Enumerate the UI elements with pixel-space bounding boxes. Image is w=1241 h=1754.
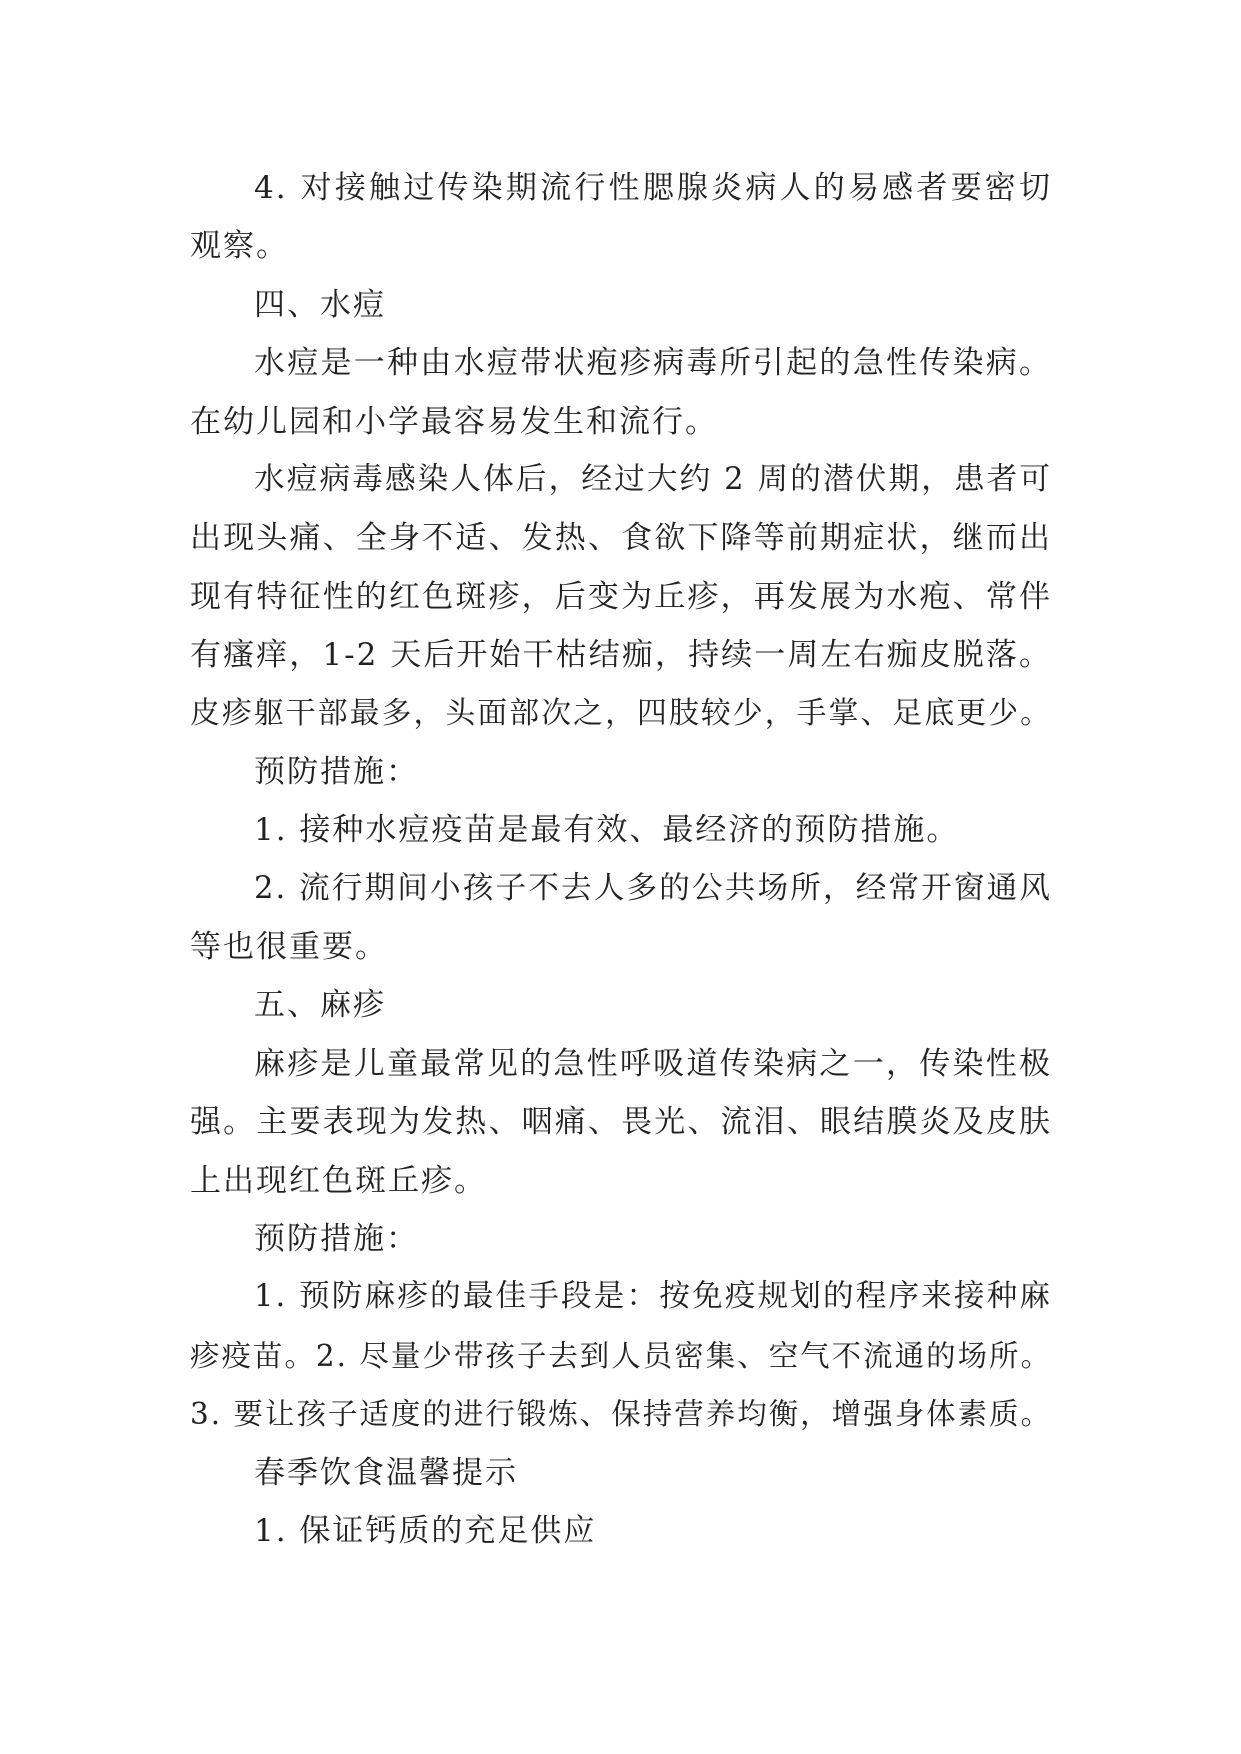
text-line: 四、水痘 (254, 286, 386, 323)
text-line: 预防措施： (254, 1221, 419, 1258)
text-line: 1. 保证钙质的充足供应 (254, 1512, 597, 1549)
text-line: 水痘是一种由水痘带状疱疹病毒所引起的急性传染病。 (254, 345, 1052, 382)
text-line: 1. 预防麻疹的最佳手段是：按免疫规划的程序来接种麻 (254, 1279, 1052, 1315)
text-line: 观察。 (190, 228, 289, 265)
text-line: 出现头痛、全身不适、发热、食欲下降等前期症状，继而出 (190, 520, 1052, 557)
text-line: 现有特征性的红色斑疹，后变为丘疹，再发展为水疱、常伴 (190, 578, 1052, 615)
text-line: 在幼儿园和小学最容易发生和流行。 (190, 403, 718, 440)
text-line: 春季饮食温馨提示 (254, 1454, 518, 1491)
text-line: 有瘙痒，1-2 天后开始干枯结痂，持续一周左右痂皮脱落。 (190, 637, 1052, 674)
text-line: 上出现红色斑丘疹。 (190, 1162, 487, 1199)
text-line: 皮疹躯干部最多，头面部次之，四肢较少，手掌、足底更少。 (190, 695, 1052, 731)
text-line: 2. 流行期间小孩子不去人多的公共场所，经常开窗通风 (254, 870, 1052, 906)
text-line: 1. 接种水痘疫苗是最有效、最经济的预防措施。 (254, 812, 960, 849)
text-line: 3. 要让孩子适度的进行锻炼、保持营养均衡，增强身体素质。 (190, 1397, 1052, 1432)
text-line: 4. 对接触过传染期流行性腮腺炎病人的易感者要密切 (254, 170, 1052, 206)
text-line: 等也很重要。 (190, 929, 388, 966)
text-line: 强。主要表现为发热、咽痛、畏光、流泪、眼结膜炎及皮肤 (190, 1104, 1052, 1141)
text-line: 疹疫苗。2. 尽量少带孩子去到人员密集、空气不流通的场所。 (190, 1338, 1052, 1373)
text-line: 水痘病毒感染人体后，经过大约 2 周的潜伏期，患者可 (254, 461, 1052, 497)
text-line: 麻疹是儿童最常见的急性呼吸道传染病之一，传染性极 (254, 1045, 1052, 1082)
document-body (190, 159, 1052, 1560)
text-line: 预防措施： (254, 753, 419, 790)
text-line: 五、麻疹 (254, 987, 386, 1024)
